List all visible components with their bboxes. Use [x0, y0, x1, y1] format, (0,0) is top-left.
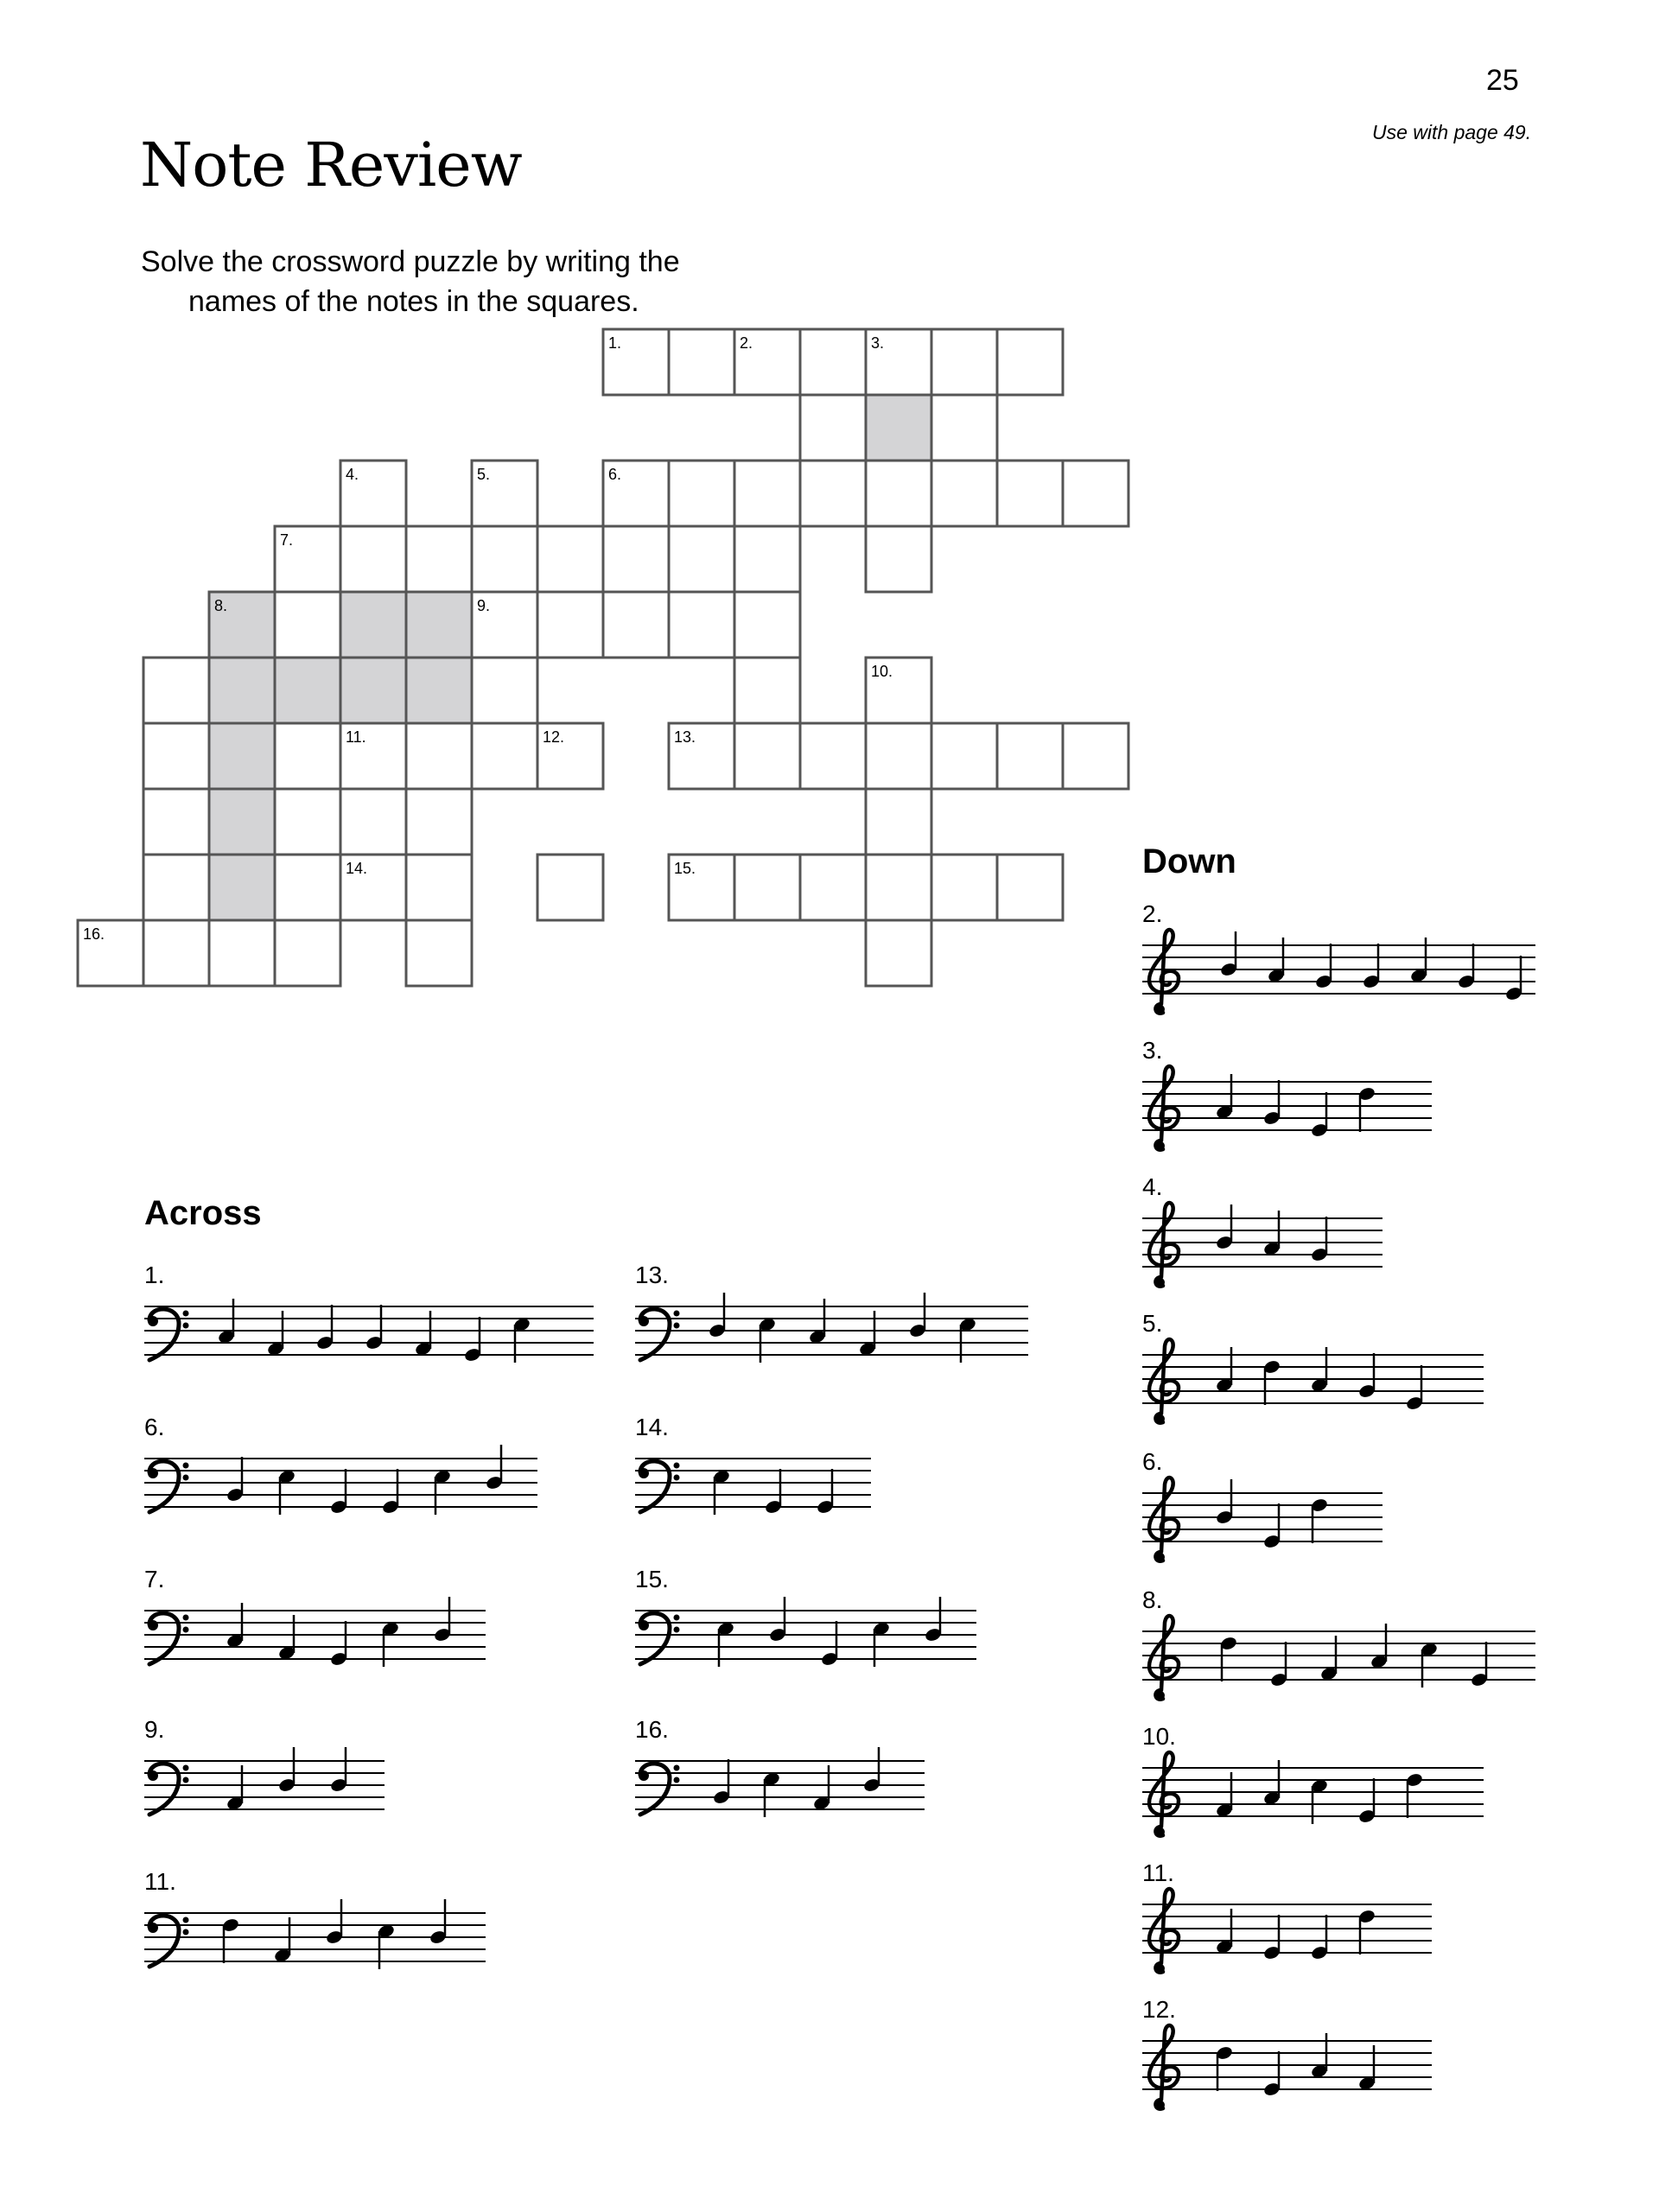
note-head [1310, 1092, 1329, 1138]
music-staff [144, 1262, 663, 1391]
clue-number: 9. [144, 1716, 165, 1743]
answer-cell[interactable] [669, 329, 734, 395]
staff-lines [1142, 1082, 1432, 1130]
crossword-grid [0, 0, 1659, 1037]
page-title: Note Review [140, 130, 522, 200]
cell-number: 6. [608, 466, 622, 483]
answer-cell[interactable] [734, 592, 800, 658]
answer-cell[interactable] [143, 658, 209, 723]
cell-number: 3. [871, 334, 885, 352]
note-head [712, 1759, 731, 1805]
music-staff [635, 1566, 1154, 1695]
down-clue [1142, 1310, 1659, 1440]
cell-number: 4. [346, 466, 359, 483]
cell-number: 5. [477, 466, 491, 483]
instructions-line-2: names of the notes in the squares. [188, 285, 639, 318]
answer-cell[interactable] [406, 855, 472, 920]
answer-cell[interactable] [406, 526, 472, 592]
answer-cell[interactable] [997, 461, 1063, 526]
note-head [381, 1469, 400, 1515]
ref-note: Use with page 49. [1372, 121, 1532, 143]
answer-cell[interactable] [1063, 723, 1128, 789]
note-head [768, 1597, 787, 1643]
answer-cell[interactable] [931, 855, 997, 920]
answer-cell[interactable] [603, 526, 669, 592]
staff-lines [1142, 2041, 1432, 2089]
answer-cell[interactable] [800, 395, 866, 461]
shaded-cell [209, 658, 275, 723]
answer-cell[interactable] [866, 723, 931, 789]
note-head [924, 1597, 943, 1643]
down-clue [1142, 1448, 1659, 1578]
note-head [1262, 1503, 1281, 1549]
answer-cell[interactable] [472, 526, 537, 592]
staff-lines [144, 1459, 537, 1507]
cell-number: 16. [83, 925, 105, 943]
answer-cell[interactable] [931, 395, 997, 461]
note-head [463, 1317, 482, 1363]
across-clue [635, 1262, 1154, 1391]
answer-cell[interactable] [734, 855, 800, 920]
note-head [221, 1917, 240, 1963]
music-staff [1142, 1448, 1659, 1578]
answer-cell[interactable] [275, 789, 340, 855]
bass-clef-icon [639, 1613, 680, 1664]
note-head [820, 1621, 839, 1667]
cell-number: 9. [477, 597, 491, 614]
across-clue [635, 1716, 1154, 1846]
note-head [708, 1293, 727, 1338]
shaded-cell [406, 592, 472, 658]
note-head [1357, 1909, 1376, 1955]
note-head [1362, 944, 1381, 989]
note-head [329, 1747, 348, 1793]
answer-cell[interactable] [340, 526, 406, 592]
clue-number: 10. [1142, 1723, 1176, 1750]
down-clue [1142, 1996, 1659, 2126]
treble-clef-icon [1149, 1339, 1179, 1423]
treble-clef-icon [1149, 1752, 1179, 1836]
across-clue [144, 1716, 663, 1846]
note-head [329, 1621, 348, 1667]
music-staff [144, 1716, 663, 1846]
note-head [485, 1445, 504, 1491]
note-head [1262, 1915, 1281, 1961]
across-clue [635, 1566, 1154, 1695]
clue-number: 13. [635, 1262, 669, 1288]
shaded-cell [209, 723, 275, 789]
note-head [1310, 1497, 1329, 1543]
music-staff [1142, 1859, 1659, 1989]
answer-cell[interactable] [866, 855, 931, 920]
answer-cell[interactable] [275, 855, 340, 920]
answer-cell[interactable] [143, 723, 209, 789]
music-staff [144, 1414, 663, 1543]
note-head [1314, 944, 1333, 989]
answer-cell[interactable] [866, 920, 931, 986]
answer-cell[interactable] [472, 658, 537, 723]
music-staff [635, 1414, 1154, 1543]
music-staff [635, 1262, 1154, 1391]
music-staff [635, 1716, 1154, 1846]
clue-number: 15. [635, 1566, 669, 1592]
answer-cell[interactable] [537, 526, 603, 592]
staff-lines [635, 1611, 976, 1659]
note-head [1219, 1636, 1238, 1681]
music-staff [1142, 900, 1659, 1030]
note-head [433, 1597, 452, 1643]
answer-cell[interactable] [866, 526, 931, 592]
music-staff [1142, 1310, 1659, 1440]
across-heading: Across [144, 1194, 262, 1232]
clue-number: 16. [635, 1716, 669, 1743]
clue-number: 7. [144, 1566, 165, 1592]
note-head [1262, 1080, 1281, 1126]
answer-cell[interactable] [406, 723, 472, 789]
bass-clef-icon [148, 1764, 189, 1815]
cell-number: 1. [608, 334, 622, 352]
note-head [1310, 1217, 1329, 1262]
clue-number: 4. [1142, 1173, 1163, 1200]
cell-number: 2. [740, 334, 753, 352]
note-head [1357, 1353, 1376, 1399]
note-head [1405, 1772, 1424, 1818]
note-head [325, 1899, 344, 1945]
answer-cell[interactable] [1063, 461, 1128, 526]
note-head [1262, 2051, 1281, 2097]
answer-cell[interactable] [997, 855, 1063, 920]
cell-number: 14. [346, 860, 368, 877]
answer-cell[interactable] [275, 920, 340, 986]
shaded-cell [209, 789, 275, 855]
answer-cell[interactable] [800, 723, 866, 789]
grid-cells [78, 329, 1128, 986]
answer-cell[interactable] [800, 461, 866, 526]
music-staff [1142, 1996, 1659, 2126]
note-head [1262, 1359, 1281, 1405]
clue-number: 6. [1142, 1448, 1163, 1475]
shaded-cell [406, 658, 472, 723]
clue-number: 5. [1142, 1310, 1163, 1337]
answer-cell[interactable] [209, 920, 275, 986]
answer-cell[interactable] [734, 461, 800, 526]
treble-clef-icon [1149, 1203, 1179, 1287]
cell-number: 11. [346, 728, 366, 746]
answer-cell[interactable] [472, 723, 537, 789]
treble-clef-icon [1149, 930, 1179, 1014]
clue-number: 3. [1142, 1037, 1163, 1064]
down-clue [1142, 1859, 1659, 1989]
across-clue [635, 1414, 1154, 1543]
answer-cell[interactable] [997, 723, 1063, 789]
answer-cell[interactable] [734, 658, 800, 723]
cell-number: 12. [543, 728, 565, 746]
answer-cell[interactable] [931, 461, 997, 526]
answer-cell[interactable] [143, 920, 209, 986]
staff-lines [1142, 1355, 1484, 1403]
bass-clef-icon [148, 1916, 189, 1967]
note-head [1215, 1205, 1234, 1250]
note-head [315, 1305, 334, 1351]
answer-cell[interactable] [603, 592, 669, 658]
note-head [1310, 1915, 1329, 1961]
answer-cell[interactable] [275, 723, 340, 789]
staff-lines [1142, 1631, 1535, 1680]
note-head [429, 1899, 448, 1945]
treble-clef-icon [1149, 1478, 1179, 1561]
clue-number: 6. [144, 1414, 165, 1440]
treble-clef-icon [1149, 1066, 1179, 1150]
answer-cell[interactable] [406, 789, 472, 855]
answer-cell[interactable] [734, 723, 800, 789]
note-head [1219, 931, 1238, 977]
clue-number: 2. [1142, 900, 1163, 927]
note-head [365, 1305, 384, 1351]
bass-clef-icon [639, 1461, 680, 1512]
bass-clef-icon [148, 1309, 189, 1360]
treble-clef-icon [1149, 2025, 1179, 2109]
music-staff [1142, 1173, 1659, 1303]
answer-cell[interactable] [866, 461, 931, 526]
music-staff [144, 1566, 663, 1695]
across-clue [144, 1566, 663, 1695]
note-head [862, 1747, 881, 1793]
clue-number: 11. [1142, 1859, 1174, 1886]
treble-clef-icon [1149, 1889, 1179, 1973]
down-heading: Down [1142, 842, 1236, 880]
answer-cell[interactable] [669, 461, 734, 526]
note-head [908, 1293, 927, 1338]
shaded-cell [340, 592, 406, 658]
answer-cell[interactable] [931, 329, 997, 395]
answer-cell[interactable] [537, 855, 603, 920]
down-clue [1142, 1586, 1659, 1716]
staff-lines [144, 1611, 486, 1659]
answer-cell[interactable] [275, 592, 340, 658]
shaded-cell [340, 658, 406, 723]
note-head [277, 1747, 296, 1793]
answer-cell[interactable] [406, 920, 472, 986]
down-clue [1142, 1037, 1659, 1166]
music-staff [1142, 1723, 1659, 1853]
shaded-cell [866, 395, 931, 461]
clue-number: 14. [635, 1414, 669, 1440]
music-staff [1142, 1037, 1659, 1166]
instructions-line-1: Solve the crossword puzzle by writing the [141, 245, 680, 278]
across-clue [144, 1868, 663, 1998]
note-head [329, 1469, 348, 1515]
page-number: 25 [1486, 64, 1519, 97]
note-head [1215, 2045, 1234, 2091]
answer-cell[interactable] [800, 855, 866, 920]
shaded-cell [209, 855, 275, 920]
note-head [764, 1469, 783, 1515]
clue-number: 12. [1142, 1996, 1176, 2023]
staff-lines [635, 1306, 1028, 1355]
note-head [1357, 1086, 1376, 1132]
cell-number: 8. [214, 597, 228, 614]
clue-number: 11. [144, 1868, 176, 1895]
bass-clef-icon [148, 1461, 189, 1512]
music-staff [144, 1868, 663, 1998]
cell-number: 10. [871, 663, 893, 680]
across-clue [144, 1414, 663, 1543]
note-head [1269, 1642, 1288, 1688]
answer-cell[interactable] [931, 723, 997, 789]
across-clue [144, 1262, 663, 1391]
bass-clef-icon [148, 1613, 189, 1664]
note-head [816, 1469, 835, 1515]
answer-cell[interactable] [866, 789, 931, 855]
note-head [1357, 1778, 1376, 1824]
bass-clef-icon [639, 1309, 680, 1360]
answer-cell[interactable] [800, 329, 866, 395]
answer-cell[interactable] [537, 592, 603, 658]
down-clue [1142, 1723, 1659, 1853]
note-head [226, 1457, 245, 1503]
staff-lines [1142, 1904, 1432, 1953]
answer-cell[interactable] [669, 592, 734, 658]
note-head [1405, 1365, 1424, 1411]
note-head [1457, 944, 1476, 989]
answer-cell[interactable] [143, 789, 209, 855]
answer-cell[interactable] [734, 526, 800, 592]
music-staff [1142, 1586, 1659, 1716]
note-head [1470, 1642, 1489, 1688]
cell-number: 15. [674, 860, 696, 877]
note-head [1504, 956, 1523, 1001]
clue-number: 1. [144, 1262, 165, 1288]
staff-lines [144, 1761, 385, 1809]
note-head [1215, 1479, 1234, 1525]
cell-number: 13. [674, 728, 696, 746]
answer-cell[interactable] [997, 329, 1063, 395]
cell-number: 7. [280, 531, 294, 549]
clue-number: 8. [1142, 1586, 1163, 1613]
answer-cell[interactable] [143, 855, 209, 920]
bass-clef-icon [639, 1764, 680, 1815]
staff-lines [1142, 945, 1535, 994]
treble-clef-icon [1149, 1616, 1179, 1700]
shaded-cell [275, 658, 340, 723]
down-clue [1142, 900, 1659, 1030]
down-clue [1142, 1173, 1659, 1303]
